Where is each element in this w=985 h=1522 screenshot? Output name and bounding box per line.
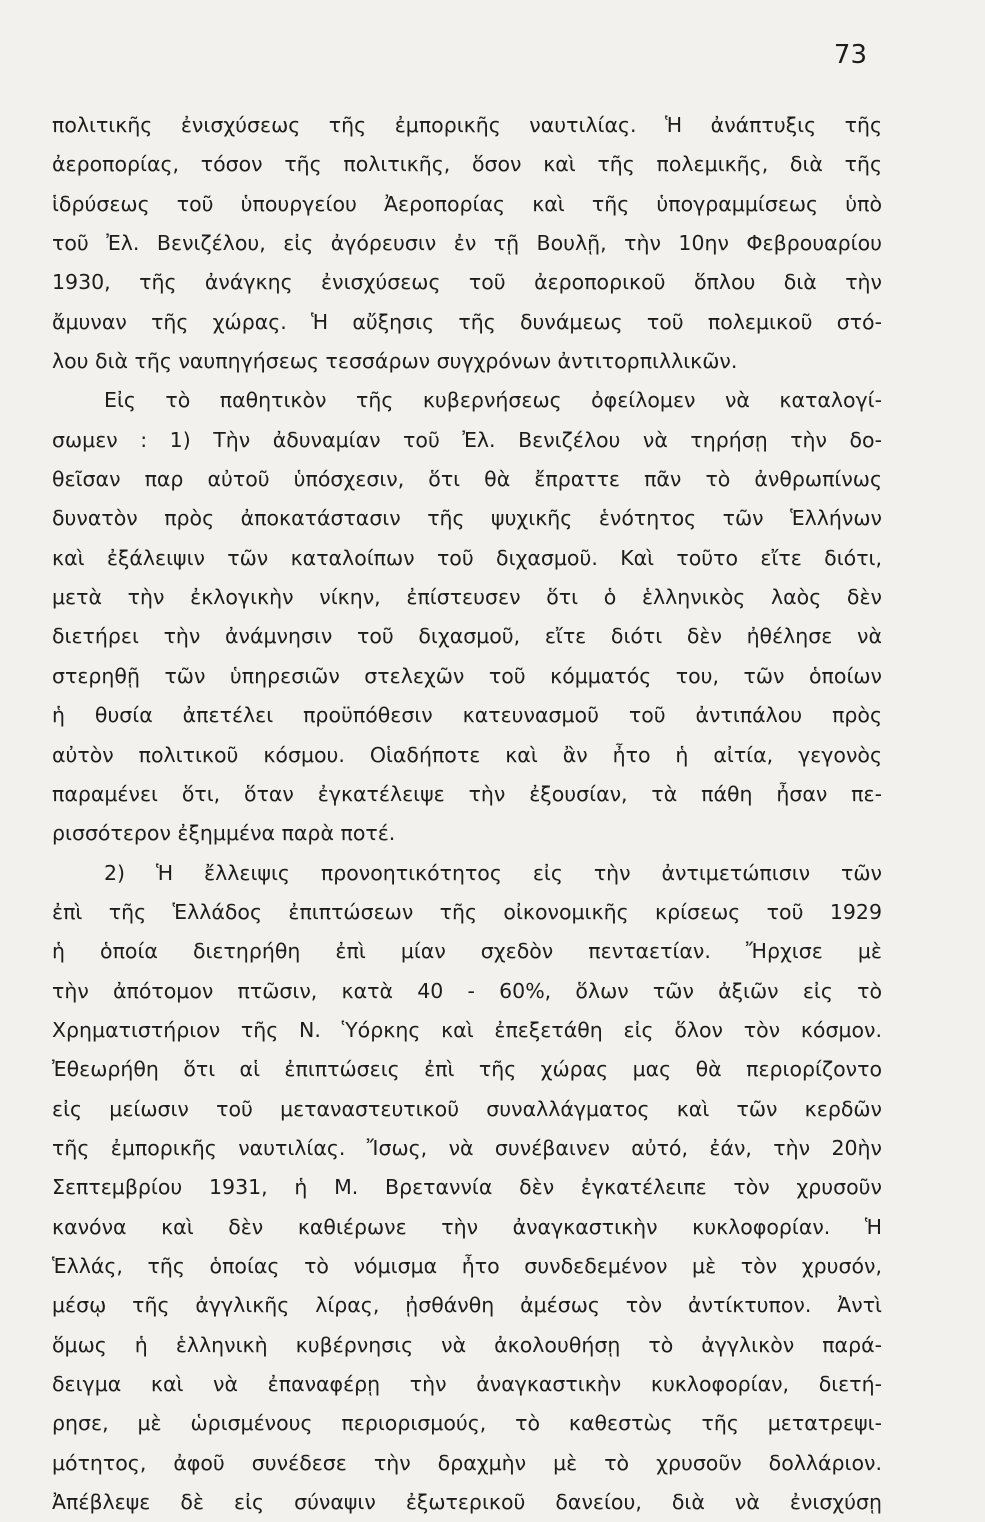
- text-line: αὐτὸν πολιτικοῦ κόσμου. Οἱαδήποτε καὶ ἂν ἦτο ἡ αἰτία, γεγονὸς: [52, 742, 882, 767]
- text-line: ἡ ὁποία διετηρήθη ἐπὶ μίαν σχεδὸν πενταετίαν. Ἤρχισε μὲ: [52, 939, 882, 964]
- text-line: κανόνα καὶ δὲν καθιέρωνε τὴν ἀναγκαστικὴν κυκλοφορίαν. Ἡ: [52, 1214, 882, 1239]
- text-line: 1930, τῆς ἀνάγκης ἐνισχύσεως τοῦ ἀεροπορικοῦ ὅπλου διὰ τὴν: [52, 270, 882, 295]
- text-line: Ἑλλάς, τῆς ὁποίας τὸ νόμισμα ἦτο συνδεδεμένον μὲ τὸν χρυσόν,: [52, 1253, 882, 1278]
- text-line: Χρηματιστήριον τῆς Ν. Ὑόρκης καὶ ἐπεξετάθη εἰς ὅλον τὸν κόσμον.: [52, 1017, 882, 1042]
- body-text: [52, 106, 882, 1522]
- text-line: ρησε, μὲ ὡρισμένους περιορισμούς, τὸ καθεστὼς τῆς μετατρεψι-: [52, 1411, 882, 1436]
- text-line: ὅμως ἡ ἑλληνικὴ κυβέρνησις νὰ ἀκολουθήσῃ τὸ ἀγγλικὸν παρά-: [52, 1332, 882, 1357]
- text-line: ἱδρύσεως τοῦ ὑπουργείου Ἀεροπορίας καὶ τῆς ὑπογραμμίσεως ὑπὸ: [52, 191, 882, 216]
- text-line: τοῦ Ἐλ. Βενιζέλου, εἰς ἀγόρευσιν ἐν τῇ Βουλῇ, τὴν 10ην Φεβρουαρίου: [52, 231, 882, 256]
- text-line: καὶ ἐξάλειψιν τῶν καταλοίπων τοῦ διχασμοῦ. Καὶ τοῦτο εἴτε διότι,: [52, 545, 882, 570]
- text-line: μότητος, ἀφοῦ συνέδεσε τὴν δραχμὴν μὲ τὸ χρυσοῦν δολλάριον.: [52, 1450, 882, 1475]
- text-line: παραμένει ὅτι, ὅταν ἐγκατέλειψε τὴν ἐξουσίαν, τὰ πάθη ἦσαν πε-: [52, 781, 882, 806]
- text-line: τὴν ἀπότομον πτῶσιν, κατὰ 40 - 60%, ὅλων τῶν ἀξιῶν εἰς τὸ: [52, 978, 882, 1003]
- text-line: τῆς ἐμπορικῆς ναυτιλίας. Ἴσως, νὰ συνέβαινεν αὐτό, ἐάν, τὴν 20ὴν: [52, 1135, 882, 1160]
- text-line: διετήρει τὴν ἀνάμνησιν τοῦ διχασμοῦ, εἴτε διότι δὲν ἠθέλησε νὰ: [52, 624, 882, 649]
- text-line: στερηθῇ τῶν ὑπηρεσιῶν στελεχῶν τοῦ κόμματός του, τῶν ὁποίων: [52, 663, 882, 688]
- text-line: εἰς μείωσιν τοῦ μεταναστευτικοῦ συναλλάγματος καὶ τῶν κερδῶν: [52, 1096, 882, 1121]
- paragraph-first-line: 2) Ἡ ἔλλειψις προνοητικότητος εἰς τὴν ἀντιμετώπισιν τῶν: [104, 860, 882, 885]
- text-line: θεῖσαν παρ αὐτοῦ ὑπόσχεσιν, ὅτι θὰ ἔπραττε πᾶν τὸ ἀνθρωπίνως: [52, 467, 882, 492]
- text-line: μετὰ τὴν ἐκλογικὴν νίκην, ἐπίστευσεν ὅτι ὁ ἑλληνικὸς λαὸς δὲν: [52, 585, 882, 610]
- text-line: ἡ θυσία ἀπετέλει προϋπόθεσιν κατευνασμοῦ τοῦ ἀντιπάλου πρὸς: [52, 703, 882, 728]
- text-line: δυνατὸν πρὸς ἀποκατάστασιν τῆς ψυχικῆς ἑνότητος τῶν Ἑλλήνων: [52, 506, 882, 531]
- text-line: Ἐθεωρήθη ὅτι αἱ ἐπιπτώσεις ἐπὶ τῆς χώρας μας θὰ περιορίζοντο: [52, 1057, 882, 1082]
- text-line: ἐπὶ τῆς Ἑλλάδος ἐπιπτώσεων τῆς οἰκονομικῆς κρίσεως τοῦ 1929: [52, 899, 882, 924]
- text-line: σωμεν : 1) Τὴν ἀδυναμίαν τοῦ Ἐλ. Βενιζέλου νὰ τηρήσῃ τὴν δο-: [52, 427, 882, 452]
- text-line: πολιτικῆς ἐνισχύσεως τῆς ἐμπορικῆς ναυτιλίας. Ἡ ἀνάπτυξις τῆς: [52, 113, 882, 137]
- page-number: 73: [833, 40, 867, 70]
- text-line: δειγμα καὶ νὰ ἐπαναφέρῃ τὴν ἀναγκαστικὴν κυκλοφορίαν, διετή-: [52, 1372, 882, 1396]
- text-line: ἄμυναν τῆς χώρας. Ἡ αὔξησις τῆς δυνάμεως τοῦ πολεμικοῦ στό-: [52, 309, 882, 334]
- text-line: μέσῳ τῆς ἀγγλικῆς λίρας, ᾐσθάνθη ἀμέσως τὸν ἀντίκτυπον. Ἀντὶ: [52, 1293, 882, 1318]
- text-line: Ἀπέβλεψε δὲ εἰς σύναψιν ἐξωτερικοῦ δανείου, διὰ νὰ ἐνισχύσῃ: [52, 1490, 882, 1515]
- text-line: ἀεροπορίας, τόσον τῆς πολιτικῆς, ὅσον καὶ τῆς πολεμικῆς, διὰ τῆς: [52, 152, 882, 177]
- paragraph-first-line: Εἰς τὸ παθητικὸν τῆς κυβερνήσεως ὀφείλομεν νὰ καταλογί-: [104, 388, 882, 413]
- text-line: λου διὰ τῆς ναυπηγήσεως τεσσάρων συγχρόνων ἀντιτορπιλλικῶν.: [52, 349, 738, 374]
- text-line: Σεπτεμβρίου 1931, ἡ Μ. Βρεταννία δὲν ἐγκατέλειπε τὸν χρυσοῦν: [52, 1175, 882, 1200]
- text-line: ρισσότερον ἐξημμένα παρὰ ποτέ.: [52, 821, 396, 846]
